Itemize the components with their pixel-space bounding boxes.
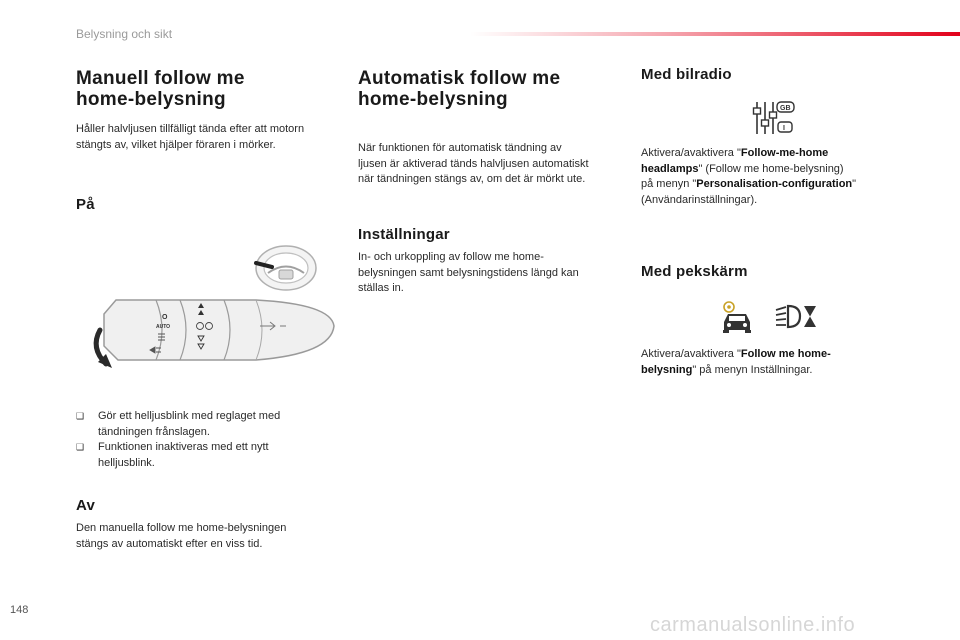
off-heading: Av (76, 497, 96, 514)
col1-title-line2: home-belysning (76, 89, 226, 110)
radio-line1-bold: Follow-me-home (740, 147, 829, 159)
bullet2-line2: helljusblink. (98, 456, 155, 469)
col1-title (76, 68, 245, 110)
stalk-label-auto: AUTO (156, 324, 171, 330)
radio-line2-post: " (Follow me home-belysning) (698, 162, 844, 175)
radio-line2-bold: headlamps (641, 162, 699, 175)
bullet2-line1: Funktionen inaktiveras med ett nytt (98, 441, 269, 453)
section-title: Belysning och sikt (76, 27, 173, 41)
touch-line1-bold: Follow me home- (740, 348, 831, 360)
touch-heading: Med pekskärm (641, 263, 748, 280)
radio-line4: (Användarinställningar). (641, 193, 758, 206)
touch-line1-pre: Aktivera/avaktivera " (641, 348, 741, 360)
radio-line3-bold: Personalisation-configuration (696, 178, 853, 190)
col2-title-line2: home-belysning (358, 89, 508, 110)
touch-text (641, 347, 931, 378)
touch-line1 (641, 347, 931, 363)
steering-wheel-icon (256, 246, 316, 290)
checkbox-bullet-icon: ❑ (76, 411, 85, 421)
page-number: 148 (10, 604, 29, 616)
radio-icon-gb-label: GB (780, 105, 791, 112)
settings-heading: Inställningar (358, 226, 450, 243)
off-line2: stängs av automatiskt efter en viss tid. (76, 537, 263, 550)
off-text (76, 521, 286, 552)
instruction-list (76, 409, 346, 471)
radio-line3-post: " (852, 178, 857, 190)
radio-line3 (641, 177, 931, 193)
touch-line2 (641, 363, 931, 379)
radio-line3-pre: på menyn " (641, 178, 697, 190)
radio-text (641, 146, 931, 208)
vehicle-settings-icon (718, 300, 756, 334)
settings-text (358, 250, 579, 297)
bullet1-line1: Gör ett helljusblink med reglaget med (98, 410, 281, 422)
radio-line1 (641, 146, 931, 162)
on-heading: På (76, 196, 95, 213)
radio-line2 (641, 162, 931, 178)
touch-line2-bold: belysning (641, 363, 693, 376)
header-accent-bar (470, 32, 960, 36)
col2-intro-line3: när tändningen stängs av, om det är mörkt ute. (358, 173, 586, 185)
watermark: carmanualsonline.info (650, 614, 856, 636)
col2-intro-line1: När funktionen för automatisk tändning av (358, 142, 562, 154)
col2-title (358, 68, 560, 110)
col1-intro-line1: Håller halvljusen tillfälligt tända efter att motorn (76, 123, 305, 135)
col2-title-line1: Automatisk follow me (358, 68, 561, 89)
hourglass-icon (804, 306, 816, 327)
radio-settings-icon (752, 100, 798, 136)
radio-icon-i-label: I (783, 125, 785, 132)
touch-line2-post: " på menyn Inställningar. (692, 363, 813, 376)
radio-heading: Med bilradio (641, 66, 732, 83)
stalk-label-o: O (162, 314, 168, 321)
list-item (76, 409, 346, 440)
off-line1: Den manuella follow me home-belysningen (76, 522, 287, 534)
light-stalk-lever (104, 300, 334, 360)
col1-intro (76, 122, 304, 153)
checkbox-bullet-icon: ❑ (76, 442, 85, 452)
col1-title-line1: Manuell follow me (76, 68, 245, 89)
light-stalk-illustration (76, 226, 338, 376)
col2-intro-line2: ljusen är aktiverad tänds halvljusen automatiskt (358, 157, 589, 170)
follow-me-home-icon (774, 304, 818, 330)
bullet1-line2: tändningen frånslagen. (98, 425, 210, 438)
settings-line2: belysningen samt belysningstidens längd kan (358, 266, 579, 279)
settings-line1: In- och urkoppling av follow me home- (358, 251, 544, 263)
list-item (76, 440, 346, 471)
col1-intro-line2: stängts av, vilket hjälper föraren i mörker. (76, 138, 276, 151)
settings-line3: ställas in. (358, 282, 404, 294)
col2-intro (358, 141, 589, 188)
radio-line1-pre: Aktivera/avaktivera " (641, 147, 741, 159)
